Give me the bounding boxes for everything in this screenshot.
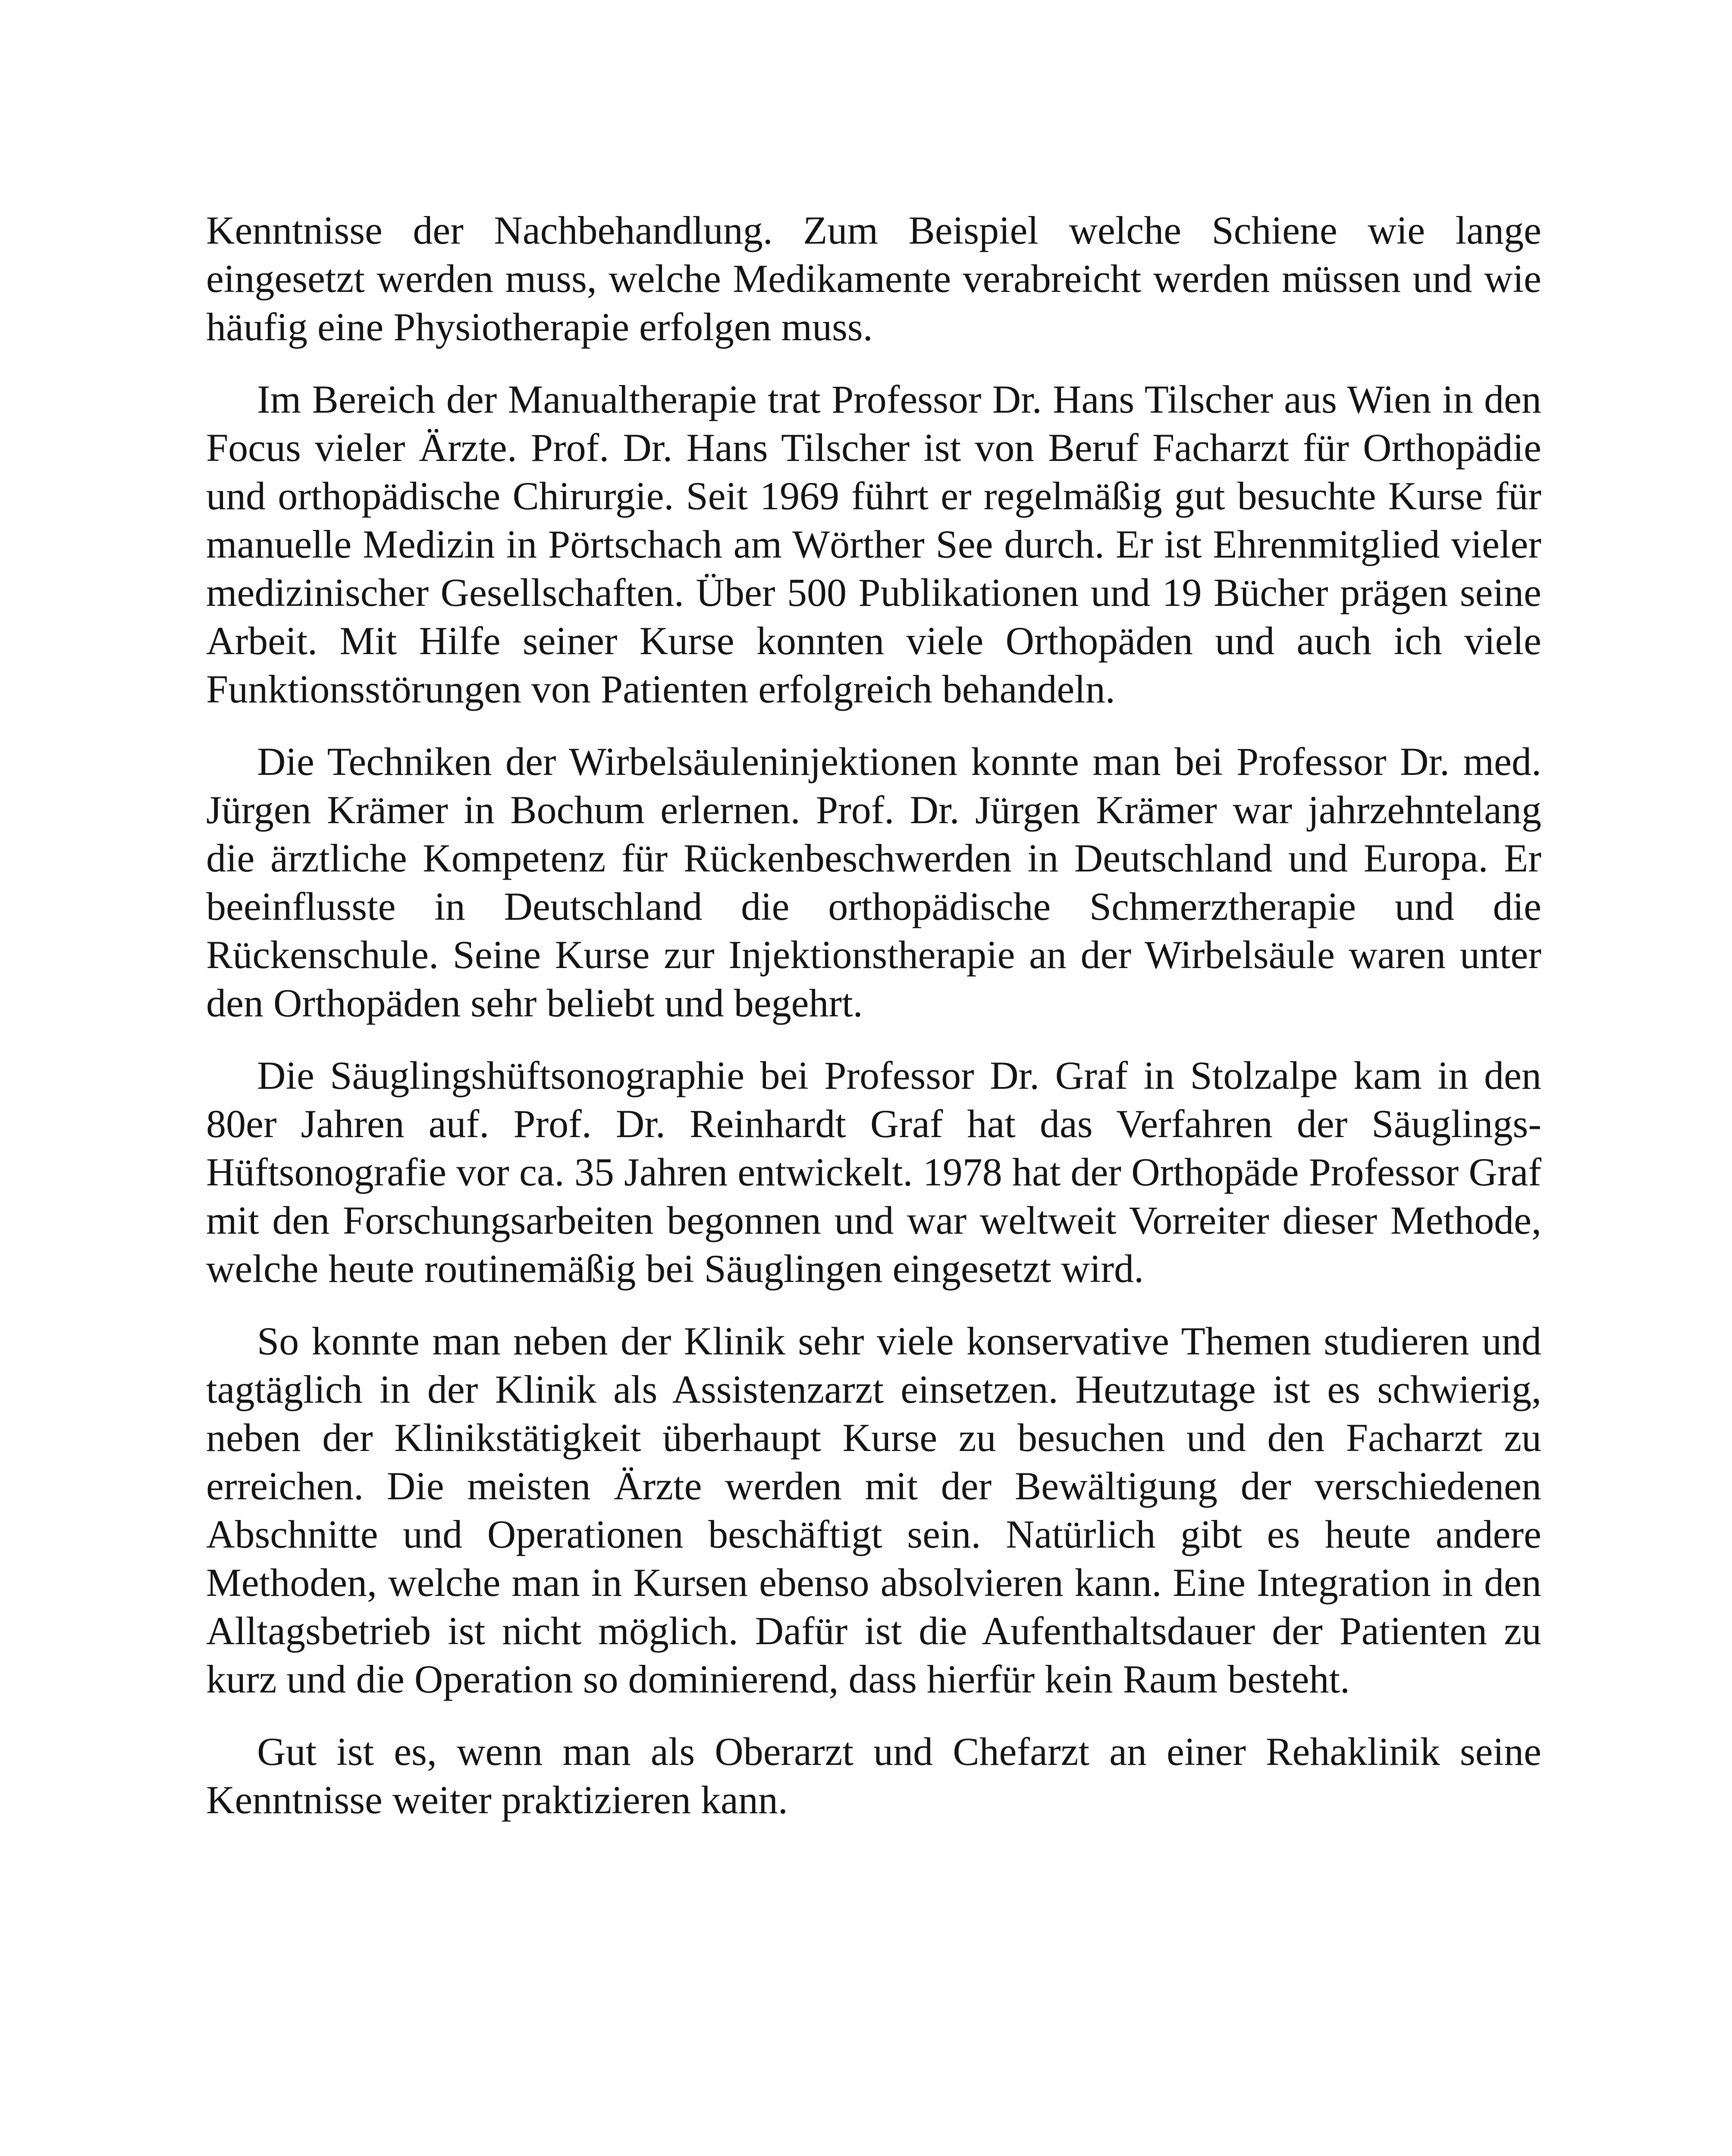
paragraph-infant-hip-sonography: Die Säuglingshüftsonographie bei Professor Dr. Graf in Stolzalpe kam in den 80er Jahren auf. Prof. Dr. Reinhardt Graf hat das Verfahren der Säuglings-Hüftsonografie vor ca. 35 Jahren entwickelt. 1978 hat der Orthopäde Professor Graf mit den Forschungsarbeiten begonnen und war weltweit Vorreiter dieser Methode, welche heute routinemäßig bei Säuglingen eingesetzt wird. [206,1053,1541,1291]
paragraph-continuation: Kenntnisse der Nachbehandlung. Zum Beispiel welche Schiene wie lange eingesetzt werden muss, welche Medikamente verabreicht werden müssen und wie häufig eine Physiotherapie erfolgen muss. [206,208,1541,349]
paragraph-spine-injections: Die Techniken der Wirbelsäuleninjektionen konnte man bei Professor Dr. med. Jürgen Krämer in Bochum erlernen. Prof. Dr. Jürgen Krämer war jahrzehntelang die ärztliche Kompetenz für Rückenbeschwerden in Deutschland und Europa. Er beeinflusste in Deutschland die orthopädische Schmerztherapie und die Rückenschule. Seine Kurse zur Injektionstherapie an der Wirbelsäule waren unter den Orthopäden sehr beliebt und begehrt. [206,740,1541,1025]
paragraph-manual-therapy: Im Bereich der Manualtherapie trat Professor Dr. Hans Tilscher aus Wien in den Focus vieler Ärzte. Prof. Dr. Hans Tilscher ist von Beruf Facharzt für Orthopädie und orthopädische Chirurgie. Seit 1969 führt er regelmäßig gut besuchte Kurse für manuelle Medizin in Pörtschach am Wörther See durch. Er ist Ehrenmitglied vieler medizinischer Gesellschaften. Über 500 Publikationen und 19 Bücher prägen seine Arbeit. Mit Hilfe seiner Kurse konnten viele Orthopäden und auch ich viele Funktionsstörungen von Patienten erfolgreich behandeln. [206,377,1541,711]
paragraph-rehab-clinic: Gut ist es, wenn man als Oberarzt und Chefarzt an einer Rehaklinik seine Kenntnisse weiter praktizieren kann. [206,1730,1541,1822]
document-page [206,206,1541,1848]
paragraph-conservative-topics: So konnte man neben der Klinik sehr viele konservative Themen studieren und tagtäglich in der Klinik als Assistenzarzt einsetzen. Heutzutage ist es schwierig, neben der Klinikstätigkeit überhaupt Kurse zu besuchen und den Facharzt zu erreichen. Die meisten Ärzte werden mit der Bewältigung der verschiedenen Abschnitte und Operationen beschäftigt sein. Natürlich gibt es heute andere Methoden, welche man in Kursen ebenso absolvieren kann. Eine Integration in den Alltagsbetrieb ist nicht möglich. Dafür ist die Aufenthaltsdauer der Patienten zu kurz und die Operation so dominierend, dass hierfür kein Raum besteht. [206,1319,1541,1701]
